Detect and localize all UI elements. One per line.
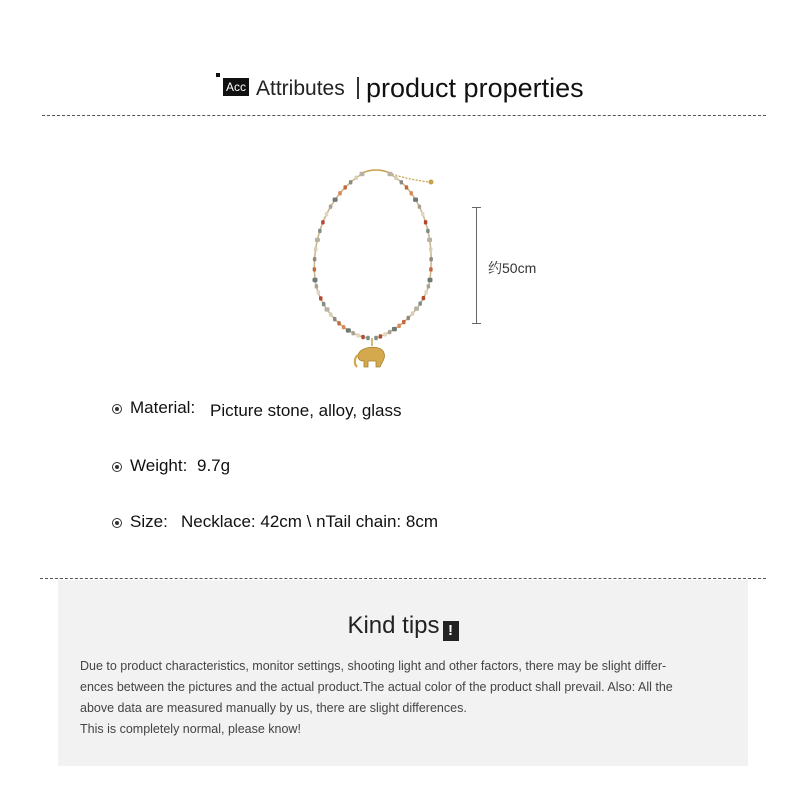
bullet-icon — [112, 518, 122, 528]
measure-label: 约50cm — [488, 260, 537, 276]
bead — [325, 307, 330, 311]
bead — [337, 321, 341, 325]
bullet-icon — [112, 404, 122, 414]
elephant-pendant — [355, 338, 385, 367]
divider-middle — [40, 578, 766, 579]
bead — [322, 302, 326, 306]
bead — [342, 325, 346, 329]
tips-line: Due to product characteristics, monitor settings, shooting light and other factors, there may be slight differ- — [80, 659, 667, 673]
bead — [424, 290, 428, 294]
tips-line: above data are measured manually by us, there are slight differences. — [80, 701, 467, 715]
bead — [427, 284, 431, 288]
bead — [400, 180, 404, 184]
bead — [407, 316, 411, 320]
kind-tips-panel — [58, 580, 748, 766]
section-header — [0, 70, 800, 110]
attribute-label: Size: — [130, 512, 168, 531]
bead — [413, 197, 418, 201]
attribute-value: 9.7g — [197, 456, 231, 475]
bead — [317, 290, 321, 294]
bead — [429, 267, 433, 271]
bead — [313, 257, 317, 261]
attribute-label: Weight: — [130, 456, 188, 475]
bead — [427, 238, 432, 242]
bead — [318, 229, 322, 233]
product-image — [300, 160, 460, 375]
bead — [409, 191, 413, 195]
bead — [329, 312, 333, 316]
header-dot — [216, 73, 220, 77]
bead — [313, 278, 318, 282]
bead — [333, 317, 337, 321]
measure-line — [476, 207, 477, 323]
bead — [414, 307, 419, 311]
divider-top — [42, 115, 766, 116]
bead — [319, 296, 323, 300]
bead — [343, 185, 347, 189]
bead — [392, 327, 397, 331]
attribute-value: Necklace: 42cm \ nTail chain: 8cm — [181, 512, 438, 531]
bead — [388, 330, 392, 334]
attribute-label: Material: — [130, 398, 196, 417]
bead — [349, 180, 353, 184]
bead — [361, 335, 365, 339]
bead — [394, 176, 398, 180]
header-badge: Acc — [223, 78, 249, 96]
bead — [383, 332, 387, 336]
bead — [346, 328, 351, 332]
bead — [379, 334, 383, 338]
bead — [351, 331, 355, 335]
header-attributes-label: Attributes — [256, 77, 345, 100]
exclamation-icon: ! — [443, 621, 459, 641]
tips-body — [80, 656, 734, 740]
bead — [402, 320, 406, 324]
bead — [411, 311, 415, 315]
tips-line: This is completely normal, please know! — [80, 722, 301, 736]
bead — [313, 267, 317, 271]
bead — [374, 336, 378, 340]
bead — [429, 247, 433, 251]
bead — [418, 301, 422, 305]
bead — [315, 284, 319, 288]
bead — [325, 212, 329, 216]
bead — [429, 257, 433, 261]
tips-line: ences between the pictures and the actual product.The actual color of the product shall prevail. Also: All the — [80, 680, 673, 694]
tips-title-text: Kind tips — [347, 612, 440, 639]
bead — [421, 212, 425, 216]
bead — [388, 172, 393, 176]
bead — [360, 172, 365, 176]
bead — [418, 204, 422, 208]
necklace-illustration — [300, 160, 460, 375]
bead — [426, 229, 430, 233]
bead — [355, 176, 359, 180]
measure-tick-bottom — [472, 323, 481, 324]
bead — [428, 278, 433, 282]
bullet-icon — [112, 462, 122, 472]
bead — [333, 197, 338, 201]
bead — [315, 238, 320, 242]
bead — [422, 296, 426, 300]
bead — [314, 247, 318, 251]
bead — [356, 333, 360, 337]
bead — [424, 220, 428, 224]
tips-title — [58, 612, 748, 641]
header-separator — [357, 77, 359, 99]
bead — [397, 324, 401, 328]
attribute-value: Picture stone, alloy, glass — [210, 401, 402, 420]
bead — [329, 204, 333, 208]
bead — [338, 191, 342, 195]
page-title: product properties — [366, 73, 584, 103]
bead — [321, 220, 325, 224]
bead — [366, 336, 370, 340]
bead — [405, 185, 409, 189]
